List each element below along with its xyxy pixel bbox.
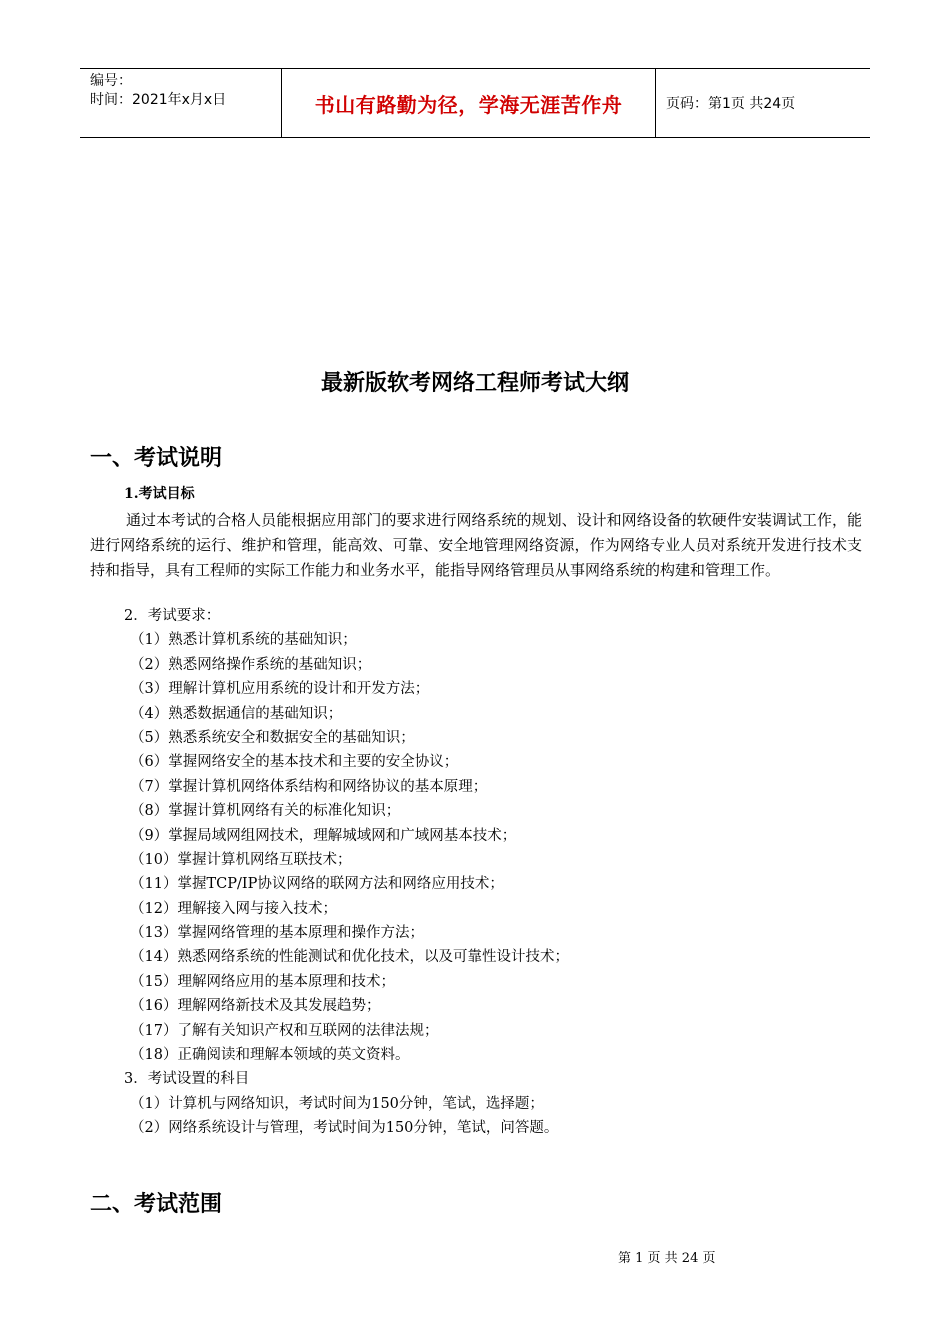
list-item: （4）熟悉数据通信的基础知识；	[130, 705, 343, 722]
list-item: （11）掌握TCP/IP协议网络的联网方法和网络应用技术；	[130, 876, 504, 893]
list-item: （6）掌握网络安全的基本技术和主要的安全协议；	[130, 754, 459, 771]
date-label: 时间：2021年x月x日	[90, 92, 227, 108]
list-item: （12）理解接入网与接入技术；	[130, 900, 337, 917]
list-item: （18）正确阅读和理解本领域的英文资料。	[130, 1047, 410, 1064]
list-item: （2）熟悉网络操作系统的基础知识；	[130, 656, 372, 673]
document-title: 最新版软考网络工程师考试大纲	[320, 371, 629, 396]
exam-goal-paragraph: 通过本考试的合格人员能根据应用部门的要求进行网络系统的规划、设计和网络设备的软硬件安装调试工作，能进行网络系统的运行、维护和管理，能高效、可靠、安全地管理网络资源，作为网络专业人员对系统开发进行技术支持和指导，具有工程师的实际工作能力和业务水平，能指导网络管理员从事网络系统的构建和管理工作。	[90, 511, 862, 579]
list-item: （7）掌握计算机网络体系结构和网络协议的基本原理；	[130, 778, 488, 795]
list-item: （15）理解网络应用的基本原理和技术；	[130, 973, 395, 990]
subjects-heading: 3．考试设置的科目	[124, 1071, 250, 1088]
list-item: （17）了解有关知识产权和互联网的法律法规；	[130, 1022, 439, 1039]
section-heading-exam-scope: 二、考试范围	[90, 1192, 223, 1217]
list-item: （2）网络系统设计与管理，考试时间为150分钟，笔试，问答题。	[130, 1120, 559, 1137]
list-item: （13）掌握网络管理的基本原理和操作方法；	[130, 925, 424, 942]
header-page-info: 页码：第1页 共24页	[666, 96, 796, 112]
list-item: （1）计算机与网络知识，考试时间为150分钟，笔试，选择题；	[130, 1095, 544, 1112]
list-item: （14）熟悉网络系统的性能测试和优化技术，以及可靠性设计技术；	[130, 949, 569, 966]
header-meta	[80, 69, 281, 137]
list-item: （3）理解计算机应用系统的设计和开发方法；	[130, 681, 430, 698]
list-item: （8）掌握计算机网络有关的标准化知识；	[130, 803, 401, 820]
list-item: （5）熟悉系统安全和数据安全的基础知识；	[130, 729, 415, 746]
list-item: （1）熟悉计算机系统的基础知识；	[130, 632, 357, 649]
requirements-heading: 2．考试要求：	[124, 608, 221, 624]
section-heading-exam-description: 一、考试说明	[90, 446, 223, 471]
exam-goal-heading: 1.考试目标	[124, 486, 195, 502]
list-item: （10）掌握计算机网络互联技术；	[130, 851, 352, 868]
page-header	[80, 68, 870, 138]
requirements-list	[124, 604, 569, 1141]
list-item: （16）理解网络新技术及其发展趋势；	[130, 998, 381, 1015]
number-label: 编号：	[90, 73, 132, 89]
list-item: （9）掌握局域网组网技术，理解城域网和广域网基本技术；	[130, 827, 517, 844]
header-motto: 书山有路勤为径，学海无涯苦作舟	[281, 69, 656, 137]
page-footer: 第 1 页 共 24 页	[618, 1251, 716, 1266]
